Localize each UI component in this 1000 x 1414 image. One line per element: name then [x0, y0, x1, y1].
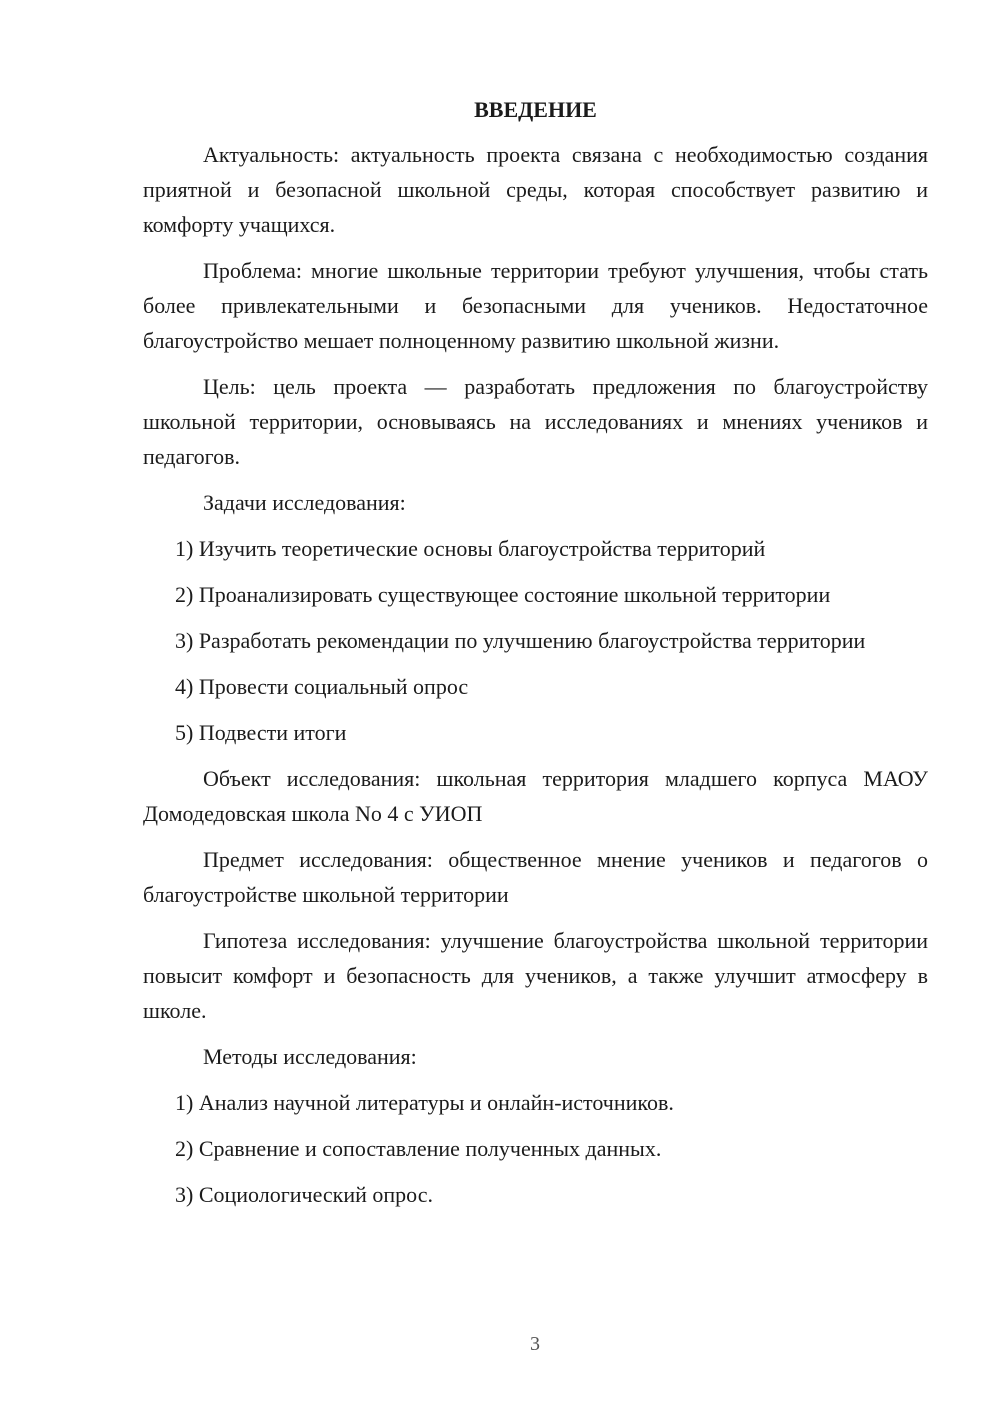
list-item-method-3: 3) Социологический опрос. [175, 1182, 433, 1207]
list-item-task-1: 1) Изучить теоретические основы благоустройства территорий [175, 536, 766, 561]
list-item-task-2: 2) Проанализировать существующее состояние школьной территории [175, 582, 831, 607]
paragraph-hypothesis: Гипотеза исследования: улучшение благоустройства школьной территории повысит комфорт и безопасность для учеников, а также улучшит атмосферу в школе. [143, 928, 928, 1023]
paragraph-problem: Проблема: многие школьные территории требуют улучшения, чтобы стать более привлекательными и безопасными для учеников. Недостаточное благоустройство мешает полноценному развитию школьной жизни. [143, 258, 928, 353]
page-number: 3 [530, 1333, 540, 1355]
paragraph-methods-heading: Методы исследования: [203, 1044, 417, 1069]
paragraph-tasks-heading: Задачи исследования: [203, 490, 406, 515]
paragraph-object: Объект исследования: школьная территория младшего корпуса МАОУ Домодедовская школа No 4 с УИОП [143, 766, 928, 826]
list-item-task-5: 5) Подвести итоги [175, 720, 347, 745]
list-item-task-4: 4) Провести социальный опрос [175, 674, 469, 699]
list-item-method-1: 1) Анализ научной литературы и онлайн-источников. [175, 1090, 674, 1115]
list-item-task-3: 3) Разработать рекомендации по улучшению благоустройства территории [175, 628, 866, 653]
document-page [143, 92, 928, 1223]
page-title: ВВЕДЕНИЕ [474, 97, 597, 122]
paragraph-goal: Цель: цель проекта — разработать предложения по благоустройству школьной территории, основываясь на исследованиях и мнениях учеников и педагогов. [143, 374, 928, 469]
paragraph-relevance: Актуальность: актуальность проекта связана с необходимостью создания приятной и безопасной школьной среды, которая способствует развитию и комфорту учащихся. [143, 142, 928, 237]
paragraph-subject: Предмет исследования: общественное мнение учеников и педагогов о благоустройстве школьной территории [143, 847, 928, 907]
list-item-method-2: 2) Сравнение и сопоставление полученных данных. [175, 1136, 662, 1161]
